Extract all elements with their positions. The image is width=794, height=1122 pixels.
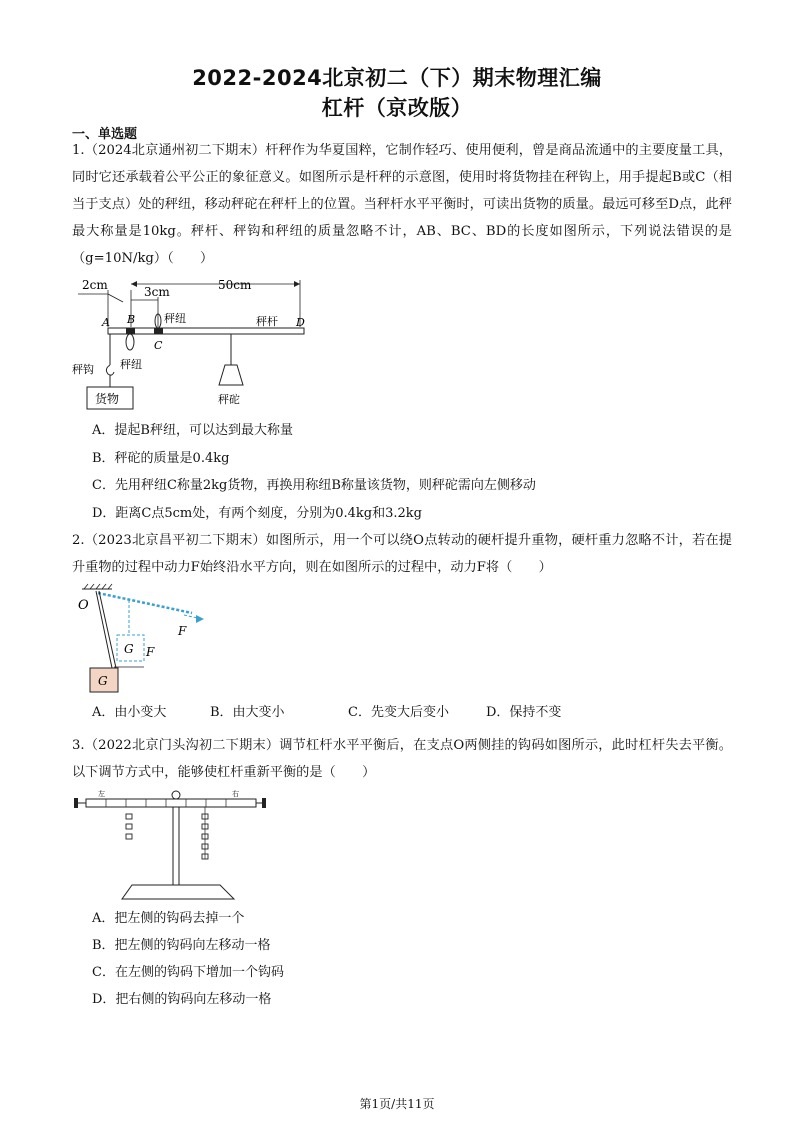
label-O: O	[78, 598, 89, 613]
q1-option-a: A．提起B秤纽，可以达到最大称量	[92, 423, 293, 438]
lever-rod-figure	[74, 583, 214, 695]
label-A: A	[102, 316, 110, 329]
q2-option-d: D．保持不变	[486, 705, 562, 720]
dim-50cm: 50cm	[218, 278, 252, 292]
q3-option-c: C．在左侧的钩码下增加一个钩码	[92, 965, 284, 980]
q3-option-a: A．把左侧的钩码去掉一个	[92, 911, 245, 926]
q1-option-b: B．秤砣的质量是0.4kg	[92, 451, 230, 466]
q2-option-b: B．由大变小	[210, 705, 285, 720]
lever-balance-figure	[72, 787, 278, 902]
question-3-text: 3.（2022北京门头沟初二下期末）调节杠杆水平平衡后，在支点O两侧挂的钩码如图所示，此时杠杆失去平衡。以下调节方式中，能够使杠杆重新平衡的是（ ）	[72, 738, 732, 780]
q2-option-c: C．先变大后变小	[348, 705, 449, 720]
dim-3cm: 3cm	[144, 285, 170, 299]
q2-options	[92, 703, 732, 723]
label-chengniu-bottom: 秤纽	[120, 358, 142, 371]
doc-subtitle: 杠杆（京改版）	[321, 96, 473, 120]
q1-option-c: C．先用秤纽C称量2kg货物，再换用称纽B称量该货物，则秤砣需向左侧移动	[92, 478, 536, 493]
page-number: 第1页/共11页	[359, 1097, 435, 1111]
label-G-dashed: G	[124, 642, 134, 656]
label-huowu: 货物	[95, 392, 120, 406]
q3-option-d: D．把右侧的钩码向左移动一格	[92, 992, 272, 1007]
steelyard-figure	[68, 275, 318, 415]
label-G: G	[98, 674, 108, 688]
q2-option-a: A．由小变大	[92, 705, 167, 720]
section-heading: 一、单选题	[72, 127, 138, 142]
label-chenggou: 秤钩	[72, 363, 94, 376]
label-F: F	[146, 645, 155, 659]
label-D: D	[296, 316, 305, 329]
label-left: 左	[98, 790, 105, 798]
label-F-dashed: F	[178, 624, 187, 638]
label-chengniu-top: 秤纽	[164, 312, 186, 325]
question-2-text: 2.（2023北京昌平初二下期末）如图所示，用一个可以绕O点转动的硬杆提升重物，硬杆重力忽略不计，若在提升重物的过程中动力F始终沿水平方向，则在如图所示的过程中，动力F将（ ）	[72, 533, 732, 575]
label-chengtuo: 秤砣	[218, 393, 240, 406]
q3-option-b: B．把左侧的钩码向左移动一格	[92, 938, 271, 953]
dim-2cm: 2cm	[82, 278, 108, 292]
label-chenggan: 秤杆	[256, 315, 278, 328]
label-B: B	[127, 313, 136, 326]
question-1-text: 1.（2024北京通州初二下期末）杆秤作为华夏国粹，它制作轻巧、使用便利，曾是商品流通中的主要度量工具，同时它还承载着公平公正的象征意义。如图所示是杆秤的示意图，使用时将货物挂在秤钩上，用手提起B或C（相当于支点）处的秤纽，移动秤砣在秤杆上的位置。当秤杆水平平衡时，可读出货物的质量。最远可移至D点，此秤最大称量是10kg。秤杆、秤钩和秤纽的质量忽略不计，AB、BC、BD的长度如图所示，下列说法错误的是（g=10N/kg）（ ）	[72, 143, 732, 266]
label-C: C	[154, 339, 163, 352]
doc-title: 2022-2024北京初二（下）期末物理汇编	[192, 66, 602, 90]
label-right: 右	[232, 790, 239, 798]
q1-option-d: D．距离C点5cm处，有两个刻度，分别为0.4kg和3.2kg	[92, 506, 422, 521]
